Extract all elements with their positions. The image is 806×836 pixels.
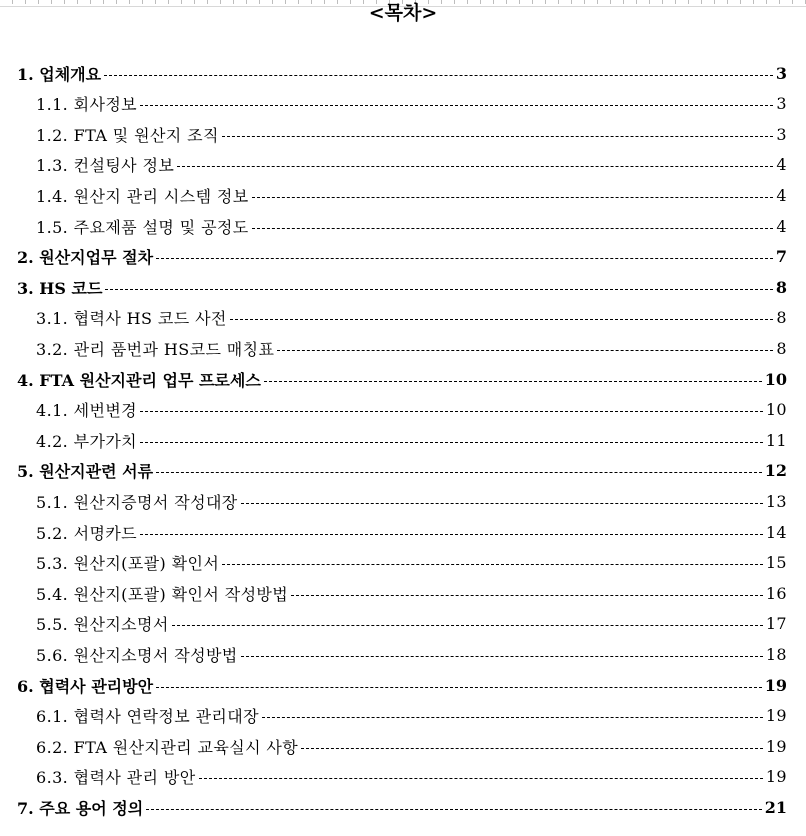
dotted-leader	[264, 381, 762, 382]
toc-entry-page: 15	[765, 553, 787, 573]
toc-entry-label: 1. 업체개요	[17, 64, 102, 84]
toc-entry[interactable]	[36, 180, 787, 210]
dotted-leader	[301, 748, 763, 749]
dotted-leader	[140, 105, 773, 106]
toc-entry[interactable]	[36, 211, 787, 241]
dotted-leader	[105, 289, 772, 290]
dotted-leader	[262, 717, 763, 718]
toc-entry[interactable]	[36, 425, 787, 455]
toc-entry-label: 3.1. 협력사 HS 코드 사전	[36, 309, 227, 329]
toc-entry-page: 4	[776, 155, 787, 175]
dotted-leader	[241, 503, 763, 504]
toc-entry-label: 6. 협력사 관리방안	[17, 676, 154, 696]
toc-entry-page: 10	[764, 369, 787, 389]
toc-entry[interactable]	[36, 548, 787, 578]
dotted-leader	[177, 166, 773, 167]
toc-entry-page: 17	[765, 614, 787, 634]
toc-entry-page: 16	[765, 583, 787, 603]
dotted-leader	[230, 319, 774, 320]
toc-entry-label: 1.3. 컨설팅사 정보	[36, 156, 175, 176]
dotted-leader	[140, 442, 763, 443]
toc-entry-label: 4.1. 세번변경	[36, 401, 138, 421]
toc-entry-label: 4.2. 부가가치	[36, 431, 138, 451]
toc-entry[interactable]	[36, 303, 787, 333]
toc-entry-label: 1.4. 원산지 관리 시스템 정보	[36, 186, 249, 206]
toc-entry-page: 14	[765, 522, 787, 542]
toc-entry-label: 5. 원산지관련 서류	[17, 462, 154, 482]
dotted-leader	[199, 778, 763, 779]
toc-entry-page: 12	[764, 461, 787, 481]
dotted-leader	[140, 411, 763, 412]
dotted-leader	[222, 136, 774, 137]
toc-entry[interactable]	[36, 609, 787, 639]
toc-entry-page: 3	[775, 63, 787, 83]
toc-entry[interactable]	[17, 364, 787, 394]
toc-entry-label: 6.2. FTA 원산지관리 교육실시 사항	[36, 737, 299, 757]
toc-entry-page: 8	[776, 338, 787, 358]
toc-entry-label: 3.2. 관리 품번과 HS코드 매칭표	[36, 339, 275, 359]
toc-entry[interactable]	[36, 150, 787, 180]
toc-entry-label: 5.6. 원산지소명서 작성방법	[36, 645, 238, 665]
dotted-leader	[277, 350, 773, 351]
toc-entry[interactable]	[36, 639, 787, 669]
dotted-leader	[156, 472, 762, 473]
dotted-leader	[252, 197, 774, 198]
toc-entry-label: 1.2. FTA 및 원산지 조직	[36, 125, 219, 145]
toc-entry[interactable]	[36, 578, 787, 608]
toc-entry[interactable]	[36, 517, 787, 547]
toc-entry-label: 7. 주요 용어 정의	[17, 798, 144, 818]
toc-entry-page: 19	[765, 736, 787, 756]
toc-entry-page: 19	[764, 675, 787, 695]
toc-entry-page: 3	[776, 94, 787, 114]
toc-entry-page: 4	[776, 216, 787, 236]
toc-entry[interactable]	[17, 792, 787, 822]
toc-entry-page: 13	[765, 491, 787, 511]
dotted-leader	[252, 228, 774, 229]
toc-entry[interactable]	[36, 762, 787, 792]
toc-entry-page: 10	[765, 400, 787, 420]
toc-entry-label: 6.1. 협력사 연락정보 관리대장	[36, 707, 260, 727]
dotted-leader	[241, 656, 763, 657]
toc-entry-label: 4. FTA 원산지관리 업무 프로세스	[17, 370, 261, 390]
toc-entry[interactable]	[17, 456, 787, 486]
toc-entry[interactable]	[36, 395, 787, 425]
toc-entry-page: 3	[776, 124, 787, 144]
dotted-leader	[172, 625, 763, 626]
toc-entry-label: 1.1. 회사정보	[36, 95, 138, 115]
dotted-leader	[291, 595, 763, 596]
toc-entry-label: 1.5. 주요제품 설명 및 공정도	[36, 217, 249, 237]
toc-entry[interactable]	[17, 242, 787, 272]
toc-entry-page: 4	[776, 185, 787, 205]
toc-entry-page: 21	[764, 797, 787, 817]
toc-entry-label: 6.3. 협력사 관리 방안	[36, 768, 196, 788]
toc-entry[interactable]	[17, 272, 787, 302]
toc-entry-page: 7	[775, 247, 787, 267]
dotted-leader	[156, 258, 773, 259]
toc-entry[interactable]	[17, 670, 787, 700]
toc-entry[interactable]	[36, 89, 787, 119]
dotted-leader	[222, 564, 763, 565]
dotted-leader	[104, 75, 773, 76]
toc-entry-page: 18	[765, 644, 787, 664]
toc-entry-label: 2. 원산지업무 절차	[17, 248, 154, 268]
toc-entry-page: 19	[765, 767, 787, 787]
toc-entry-page: 19	[765, 706, 787, 726]
dotted-leader	[146, 809, 762, 810]
toc-entry-label: 5.1. 원산지증명서 작성대장	[36, 492, 238, 512]
page-title: <목차>	[368, 2, 438, 24]
dotted-leader	[156, 687, 762, 688]
toc-entry[interactable]	[17, 58, 787, 88]
toc-entry[interactable]	[36, 731, 787, 761]
toc-entry-page: 11	[765, 430, 787, 450]
toc-entry[interactable]	[36, 701, 787, 731]
toc-entry-page: 8	[775, 277, 787, 297]
toc-entry-label: 5.4. 원산지(포괄) 확인서 작성방법	[36, 584, 289, 604]
toc-entry[interactable]	[36, 333, 787, 363]
toc-entry[interactable]	[36, 119, 787, 149]
toc-entry-label: 5.5. 원산지소명서	[36, 615, 169, 635]
toc-entry[interactable]	[36, 486, 787, 516]
toc-entry-page: 8	[776, 308, 787, 328]
dotted-leader	[140, 534, 763, 535]
toc-entry-label: 5.2. 서명카드	[36, 523, 138, 543]
toc-entry-label: 3. HS 코드	[17, 278, 103, 298]
toc-entry-label: 5.3. 원산지(포괄) 확인서	[36, 554, 220, 574]
